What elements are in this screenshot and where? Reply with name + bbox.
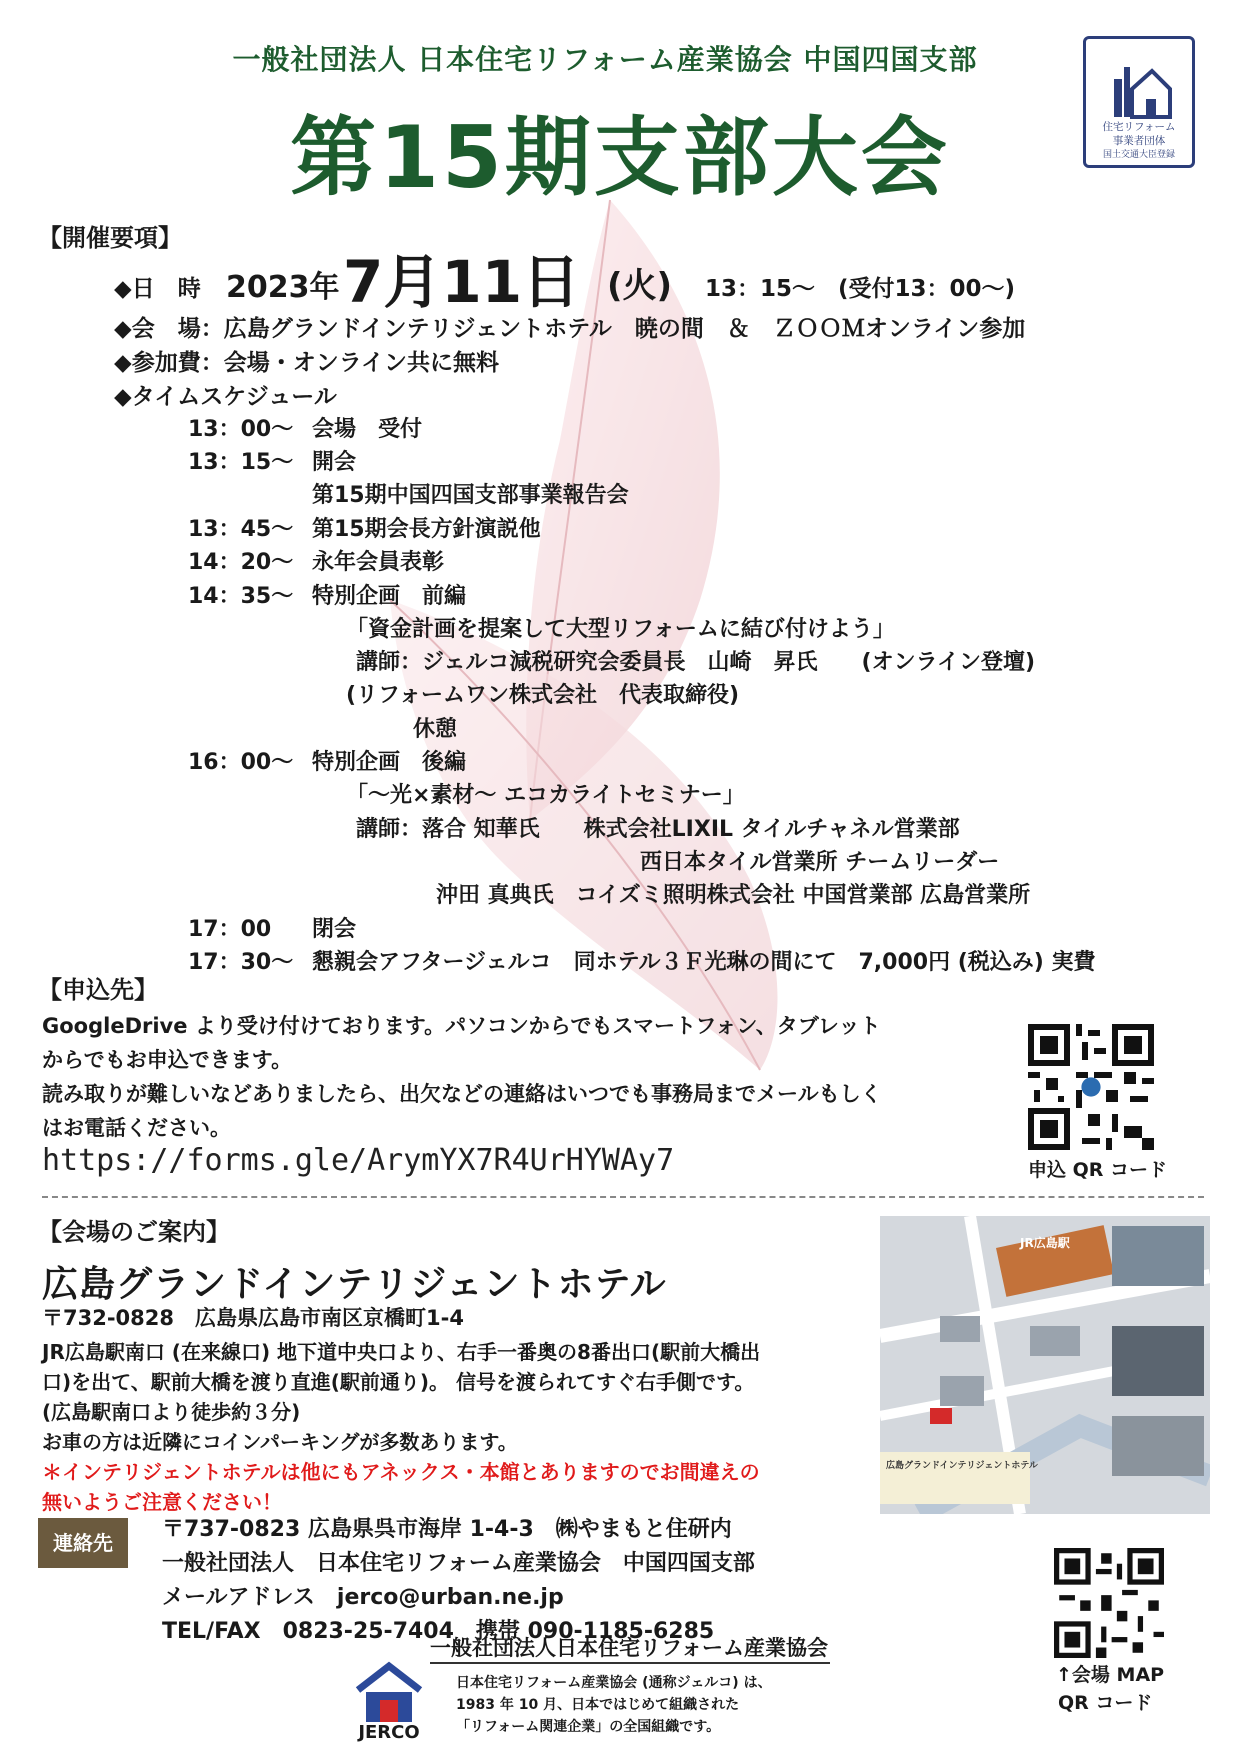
section-heading-details: 【開催要項】 (38, 224, 182, 252)
apply-text-line: はお電話ください。 (42, 1116, 231, 1140)
venue-line: ◆会 場：広島グランドインテリジェントホテル 暁の間 ＆ ＺＯＯＭオンライン参加 (114, 316, 1026, 342)
contact-line: 〒737-0823 広島県呉市海岸 1-4-3 ㈱やまもと住研内 (162, 1517, 732, 1542)
section-divider (42, 1196, 1204, 1198)
application-qr-caption: 申込 QR コード (1028, 1159, 1168, 1181)
contact-phone: TEL/FAX 0823-25-7404 携帯 090-1185-6285 (162, 1619, 715, 1644)
contact-label: 連絡先 (38, 1518, 128, 1568)
reform-registration-badge (1083, 36, 1195, 168)
venue-warning-line: 無いようご注意ください！ (42, 1490, 282, 1514)
schedule-title: ◆タイムスケジュール (114, 384, 337, 410)
map-label-station: JR広島駅 (1020, 1236, 1070, 1250)
venue-direction-line: 口)を出て、駅前大橋を渡り直進(駅前通り)。 信号を渡られてすぐ右手側です。 (42, 1370, 755, 1394)
schedule-item: 懇親会アフタージェルコ 同ホテル３Ｆ光琳の間にて 7,000円 (税込み) 実費 (312, 950, 1096, 975)
apply-text-line: 読み取りが難しいなどありましたら、出欠などの連絡はいつでも事務局までメールもしく (42, 1082, 882, 1106)
footer-text-line: 「リフォーム関連企業」の全国組織です。 (456, 1719, 721, 1735)
schedule-time: 13：00～ (188, 417, 294, 442)
schedule-item: 休憩 (413, 717, 458, 742)
schedule-item: (リフォームワン株式会社 代表取締役) (346, 683, 740, 708)
schedule-time: 13：45～ (188, 517, 294, 542)
badge-line-1: 住宅リフォーム (1102, 121, 1176, 133)
schedule-item: 西日本タイル営業所 チームリーダー (640, 850, 1000, 875)
schedule-item: 「資金計画を提案して大型リフォームに結び付けよう」 (346, 617, 895, 642)
date-day-of-week: (火) (607, 266, 673, 306)
contact-email[interactable]: メールアドレス jerco@urban.ne.jp (162, 1585, 564, 1610)
schedule-item: 第15期会長方針演説他 (312, 517, 541, 542)
venue-direction-line: お車の方は近隣にコインパーキングが多数あります。 (42, 1430, 518, 1454)
schedule-time: 17：30～ (188, 950, 294, 975)
schedule-item: 講師：落合 知華氏 株式会社LIXIL タイルチャネル営業部 (356, 817, 960, 842)
badge-line-3: 国土交通大臣登録 (1102, 150, 1175, 160)
schedule-time: 16：00～ (188, 750, 294, 775)
house-icon (1110, 49, 1172, 119)
contact-line: 一般社団法人 日本住宅リフォーム産業協会 中国四国支部 (162, 1551, 755, 1576)
schedule-item: 「～光×素材～ エコカライトセミナー」 (346, 783, 745, 808)
footer-organization: 一般社団法人日本住宅リフォーム産業協会 (430, 1632, 830, 1664)
venue-map-qr-code[interactable] (1054, 1548, 1164, 1658)
schedule-item: 講師：ジェルコ減税研究会委員長 山崎 昇氏 (オンライン登壇) (356, 650, 1036, 675)
page-title: 第15期支部大会 (290, 108, 950, 208)
schedule-time: 14：20～ (188, 550, 294, 575)
date-year: 2023年 (226, 270, 340, 305)
schedule-time: 13：15～ (188, 450, 294, 475)
schedule-item: 沖田 真典氏 コイズミ照明株式会社 中国営業部 広島営業所 (436, 883, 1031, 908)
date-label: ◆日 時 (114, 276, 201, 302)
jerco-house-icon (352, 1660, 426, 1724)
map-label-hotel: 広島グランドインテリジェントホテル (886, 1461, 1038, 1471)
schedule-item: 開会 (312, 450, 357, 475)
schedule-item: 永年会員表彰 (312, 550, 445, 575)
schedule-item: 会場 受付 (312, 417, 423, 442)
application-form-link[interactable]: https://forms.gle/ArymYX7R4UrHYWAy7 (42, 1143, 675, 1178)
venue-direction-line: JR広島駅南口 (在来線口) 地下道中央口より、右手一番奥の8番出口(駅前大橋出 (42, 1340, 761, 1364)
venue-qr-caption-2: QR コード (1058, 1692, 1153, 1714)
jerco-logo (352, 1660, 426, 1746)
venue-direction-line: (広島駅南口より徒歩約３分) (42, 1400, 301, 1424)
schedule-time: 14：35～ (188, 584, 294, 609)
section-heading-venue: 【会場のご案内】 (38, 1218, 230, 1246)
venue-qr-caption-1: ↑会場 MAP (1056, 1664, 1165, 1686)
schedule-item: 特別企画 前編 (312, 584, 467, 609)
date-main: 7月11日 (343, 248, 581, 316)
organization-heading: 一般社団法人 日本住宅リフォーム産業協会 中国四国支部 (232, 43, 978, 76)
footer-text-line: 1983 年 10 月、日本ではじめて組織された (456, 1697, 740, 1713)
schedule-item: 特別企画 後編 (312, 750, 467, 775)
venue-address: 〒732-0828 広島県広島市南区京橋町1-4 (42, 1306, 464, 1330)
schedule-time: 17：00 (188, 917, 272, 942)
jerco-logo-text: JERCO (358, 1722, 420, 1743)
badge-line-2: 事業者団体 (1112, 135, 1166, 147)
date-time: 13：15～ (受付13：00～) (705, 276, 1016, 302)
venue-map (880, 1216, 1210, 1514)
schedule-item: 閉会 (312, 917, 357, 942)
section-heading-apply: 【申込先】 (38, 976, 158, 1004)
apply-text-line: からでもお申込できます。 (42, 1048, 293, 1072)
fee-line: ◆参加費：会場・オンライン共に無料 (114, 350, 499, 376)
venue-name: 広島グランドインテリジェントホテル (42, 1264, 667, 1305)
footer-text-line: 日本住宅リフォーム産業協会 (通称ジェルコ) は、 (456, 1675, 772, 1691)
application-qr-code[interactable] (1028, 1024, 1154, 1150)
venue-warning-line: ＊インテリジェントホテルは他にもアネックス・本館とありますのでお間違えの (42, 1460, 760, 1484)
apply-text-line: GoogleDrive より受け付けております。パソコンからでもスマートフォン、タブレット (42, 1014, 881, 1038)
schedule-item: 第15期中国四国支部事業報告会 (312, 483, 629, 508)
